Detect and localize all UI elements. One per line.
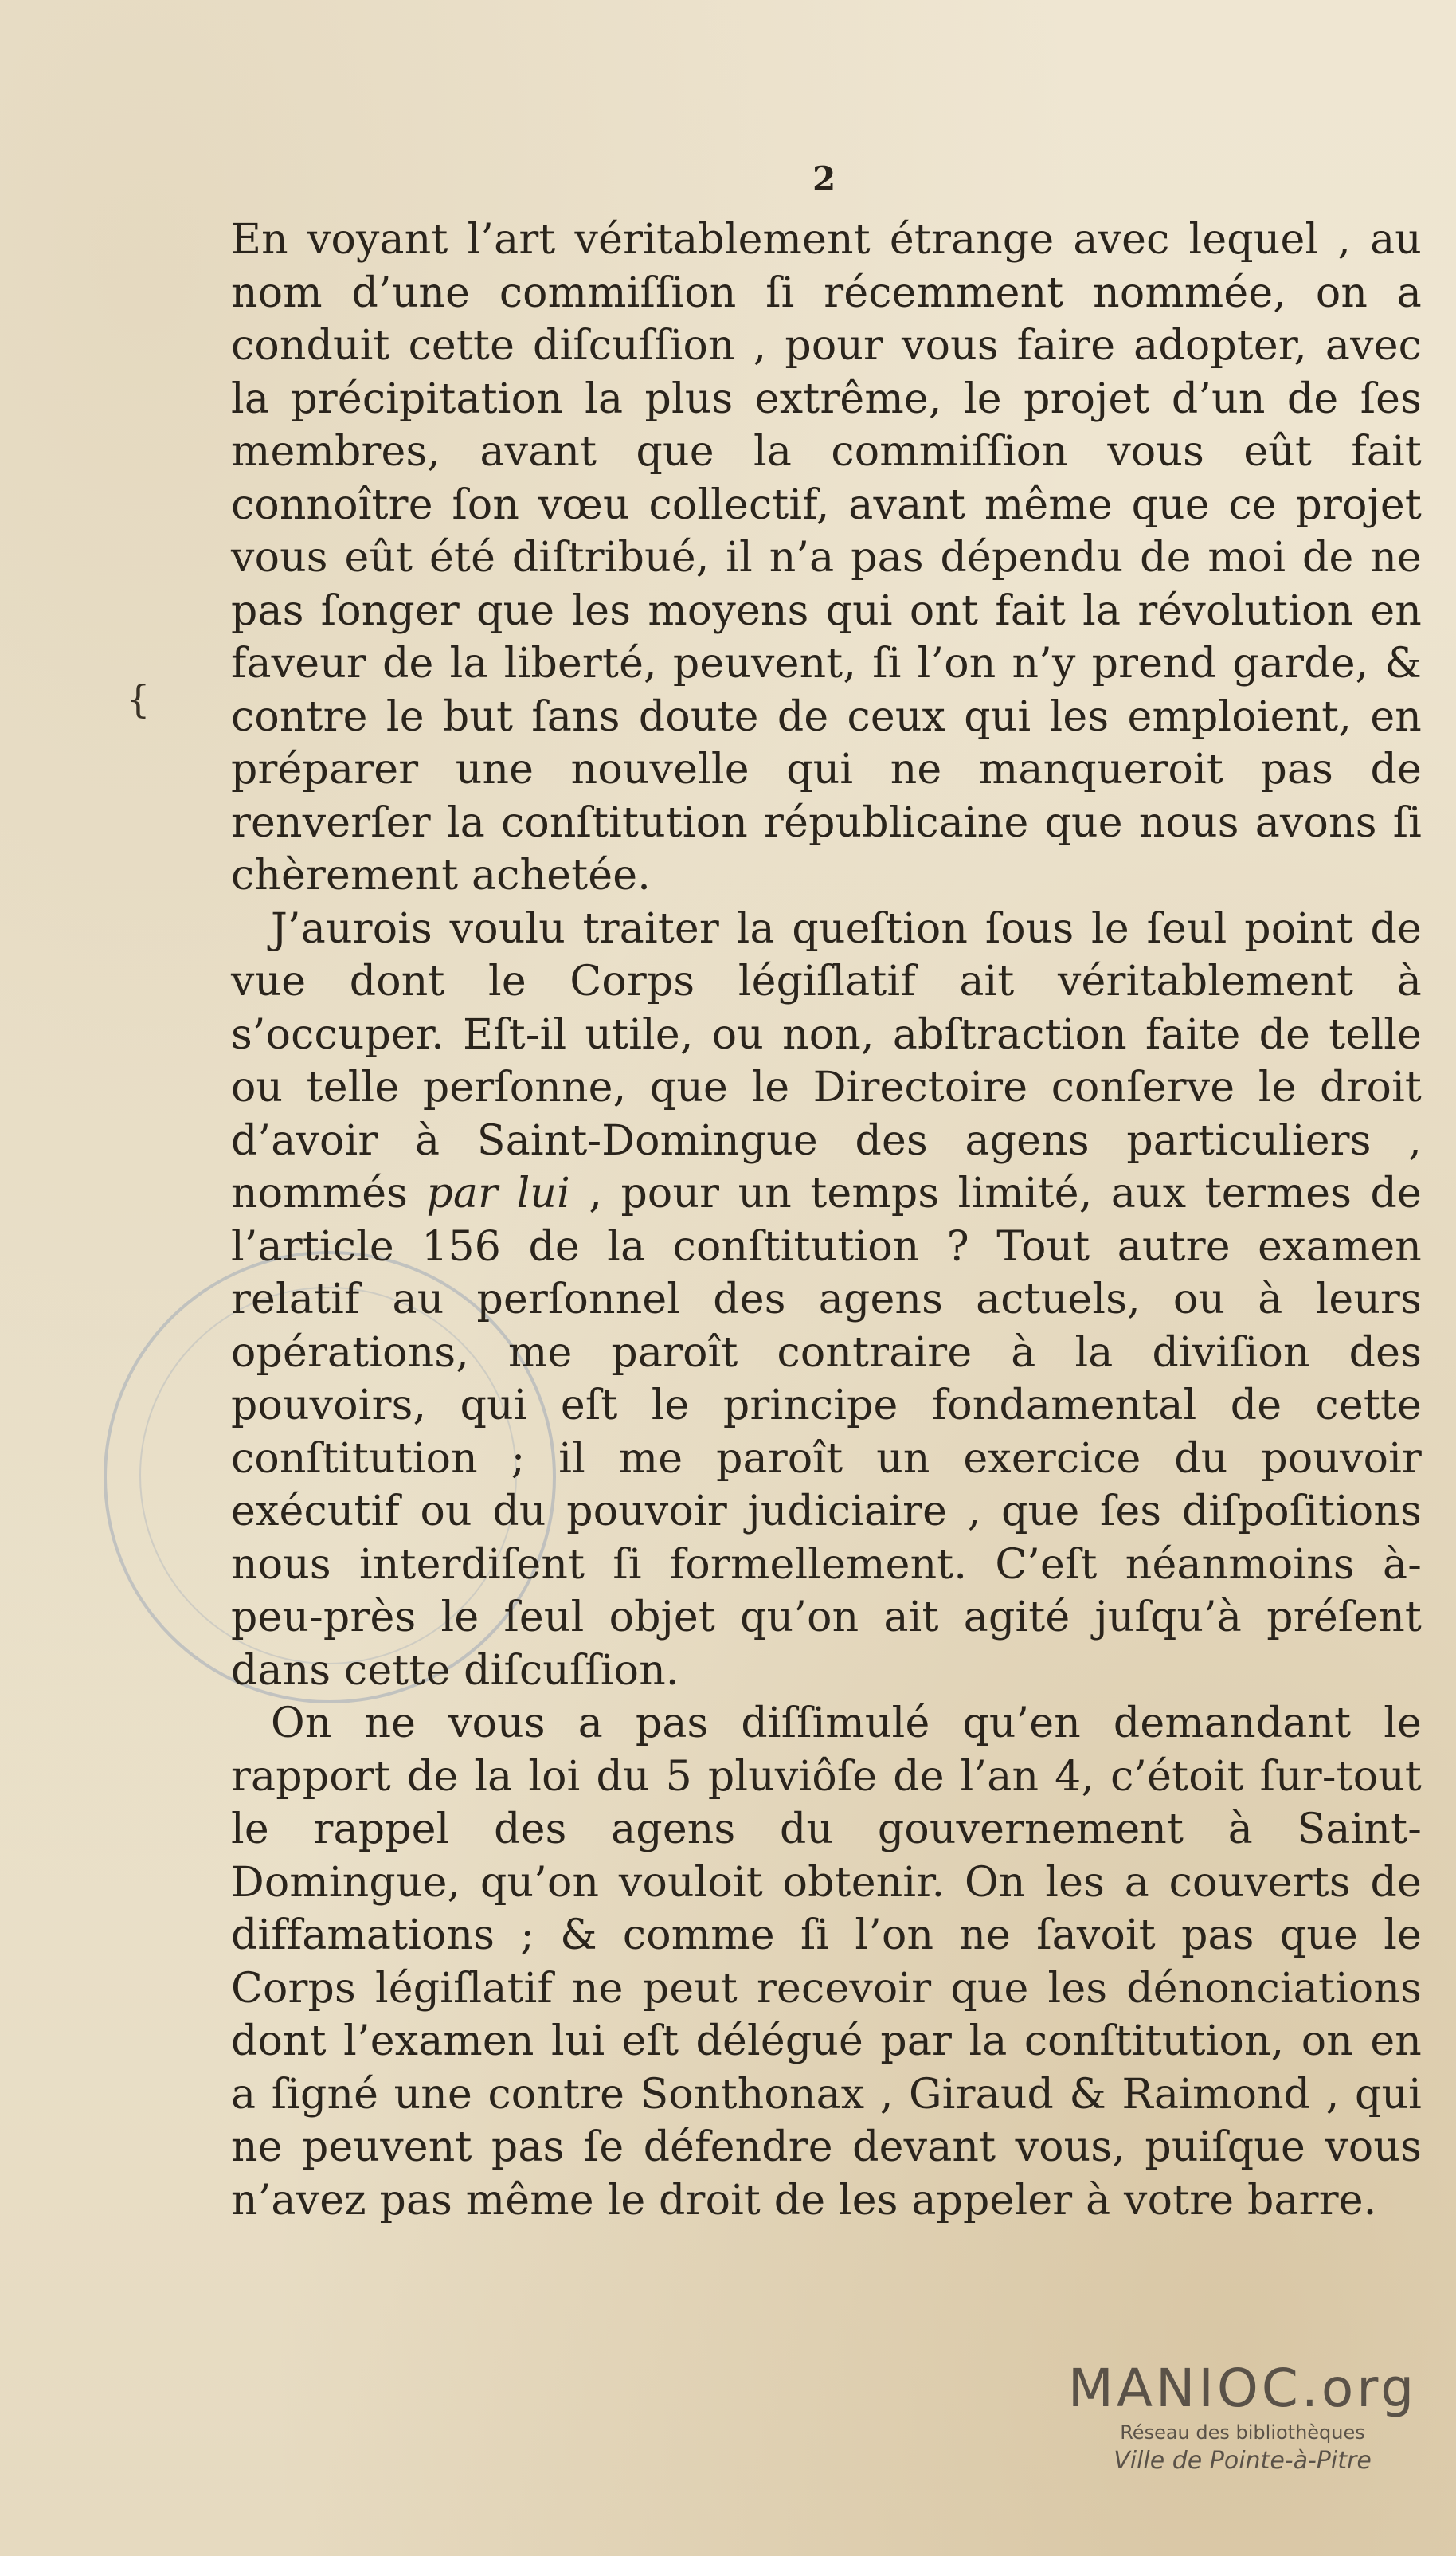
paragraph-1-text: En voyant l’art véritablement étrange avec lequel , au nom d’une commiſſion ſi récemment nommée, on a conduit cette diſcuſſion , pour vous faire adopter, avec la précipitation la plus extrême, le projet d’un de ſes membres, avant que la commiſſion vous eût fait connoître ſon vœu collectif, avant même que ce projet vous eût été diſtribué, il n’a pas dépendu de moi de ne pas ſonger que les moyens qui ont fait la révolution en faveur de la liberté, peuvent, ſi l’on n’y prend garde, & contre le but ſans doute de ceux qui les emploient, en préparer une nouvelle qui ne manqueroit pas de renverſer la conſtitution républicaine que nous avons ſi chèrement achetée. — [231, 216, 1422, 900]
paragraph-2-text-after: , pour un temps limité, aux termes de l’article 156 de la conſtitution ? Tout autre examen relatif au perſonnel des agens actuels, ou à leurs opérations, me paroît contraire à la diviſion des pouvoirs, qui eſt le principe fondamental de cette conſtitution ; il me paroît un exercice du pouvoir exécutif ou du pouvoir judiciaire , que ſes diſpoſitions nous interdiſent ſi formellement. C’eſt néanmoins à-peu-près le ſeul objet qu’on ait agité juſqu’à préſent dans cette diſcuſſion. — [231, 1170, 1423, 1695]
paragraph-3-text: On ne vous a pas diſſimulé qu’en demandant le rapport de la loi du 5 pluviôſe de l’an 4, c’étoit ſur-tout le rappel des agens du gouvernement à Saint-Domingue, qu’on vouloit obtenir. On les a couverts de diffamations ; & comme ſi l’on ne ſavoit pas que le Corps légiſlatif ne peut recevoir que les dénonciations dont l’examen lui eſt délégué par la conſtitution, on en a ſigné une contre Sonthonax , Giraud & Raimond , qui ne peuvent pas ſe défendre devant vous, puiſque vous n’avez pas même le droit de les appeler à votre barre. — [231, 1699, 1422, 2225]
paragraph-2-text-before: J’aurois voulu traiter la queſtion ſous le ſeul point de vue dont le Corps légiſlatif ait véritablement à s’occuper. Eſt-il utile, ou non, abſtraction faite de telle ou telle perſonne, que le Directoire conſerve le droit d’avoir à Saint-Domingue des agens particuliers , nommés — [231, 904, 1422, 1217]
paragraph-2 — [231, 903, 1422, 1698]
body-text — [231, 214, 1422, 2227]
logo-title: MANIOC.org — [1067, 2358, 1418, 2419]
paragraph-2-italic: par lui — [426, 1170, 570, 1217]
paragraph-1 — [231, 214, 1422, 903]
manioc-logo — [1067, 2358, 1418, 2475]
margin-brace-mark: { — [126, 677, 151, 722]
page-number: 2 — [812, 159, 836, 198]
paragraph-3 — [231, 1697, 1422, 2227]
logo-city: Ville de Pointe-à-Pitre — [1114, 2447, 1372, 2475]
logo-subtitle: Réseau des bibliothèques — [1120, 2421, 1365, 2444]
